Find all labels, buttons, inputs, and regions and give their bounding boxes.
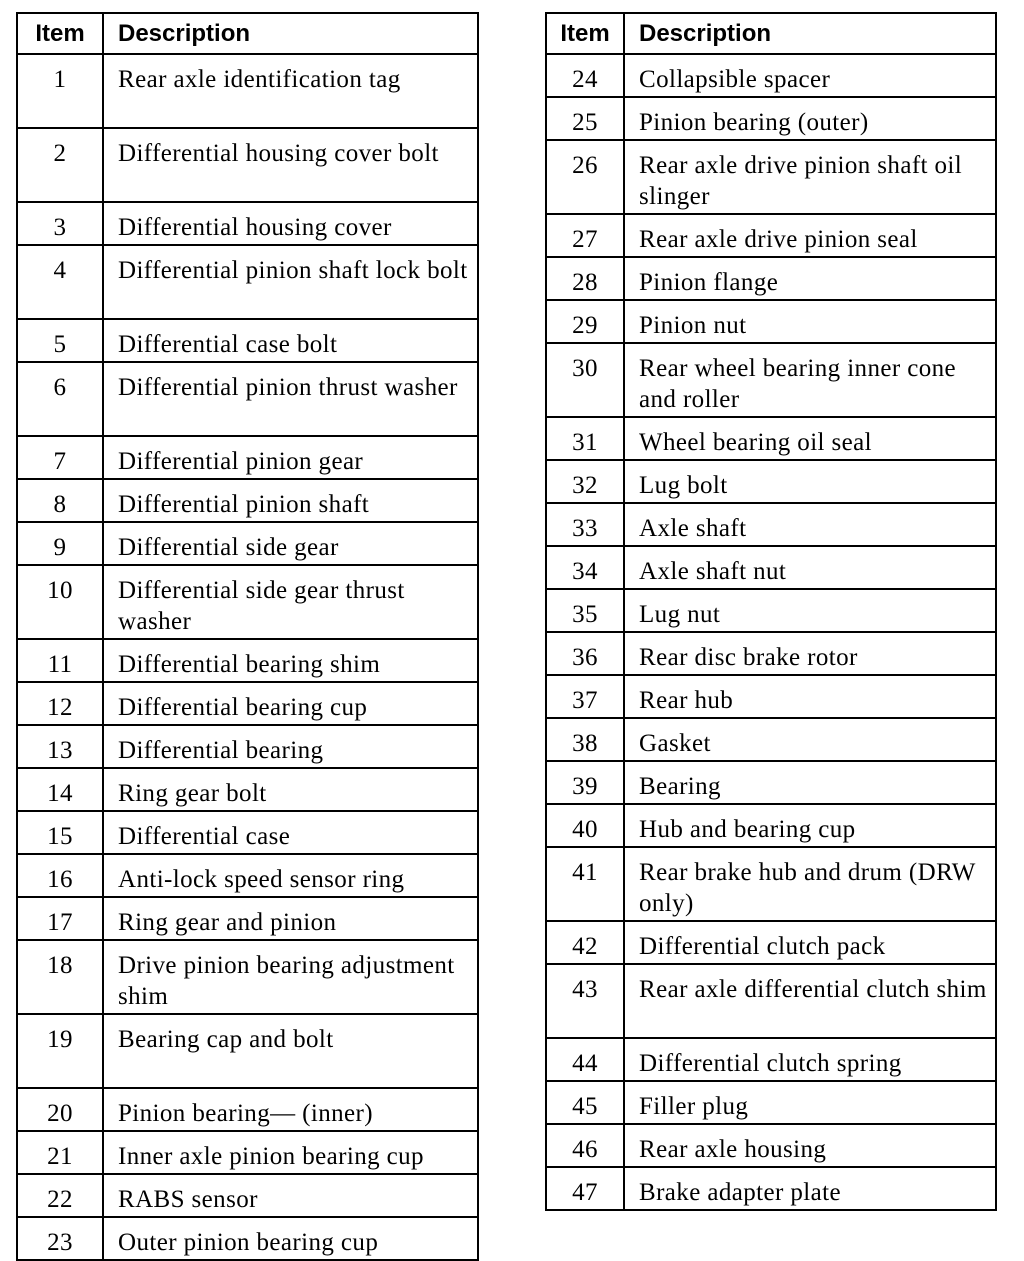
- table-row: [546, 675, 996, 718]
- table-row: [17, 1131, 478, 1174]
- table-row: [546, 503, 996, 546]
- item-number: 34: [546, 546, 624, 589]
- table-row: [17, 362, 478, 436]
- table-row: [546, 632, 996, 675]
- item-description: Wheel bearing oil seal: [624, 417, 996, 460]
- table-row: [17, 940, 478, 1014]
- item-number: 37: [546, 675, 624, 718]
- item-description: Differential side gear: [103, 522, 478, 565]
- table-row: [17, 1217, 478, 1260]
- item-description: Collapsible spacer: [624, 54, 996, 97]
- item-number: 23: [17, 1217, 103, 1260]
- table-row: [17, 54, 478, 128]
- parts-table-left: [16, 12, 479, 1261]
- item-number: 11: [17, 639, 103, 682]
- table-row: [17, 522, 478, 565]
- item-number: 27: [546, 214, 624, 257]
- item-description: Rear wheel bearing inner cone and roller: [624, 343, 996, 417]
- item-description: Differential bearing: [103, 725, 478, 768]
- table-row: [546, 546, 996, 589]
- table-row: [546, 343, 996, 417]
- item-number: 44: [546, 1038, 624, 1081]
- table-row: [546, 300, 996, 343]
- item-description: Differential clutch spring: [624, 1038, 996, 1081]
- table-row: [546, 54, 996, 97]
- table-row: [546, 417, 996, 460]
- table-row: [17, 1014, 478, 1088]
- header-description: Description: [624, 13, 996, 54]
- table-row: [17, 682, 478, 725]
- item-description: Pinion flange: [624, 257, 996, 300]
- item-number: 4: [17, 245, 103, 319]
- item-description: Differential pinion gear: [103, 436, 478, 479]
- item-description: Differential pinion shaft: [103, 479, 478, 522]
- item-description: Axle shaft nut: [624, 546, 996, 589]
- item-number: 8: [17, 479, 103, 522]
- table-row: [546, 761, 996, 804]
- table-row: [17, 639, 478, 682]
- item-number: 26: [546, 140, 624, 214]
- item-description: Outer pinion bearing cup: [103, 1217, 478, 1260]
- item-number: 2: [17, 128, 103, 202]
- table-header-row: [17, 13, 478, 54]
- table-row: [546, 718, 996, 761]
- table-row: [546, 97, 996, 140]
- item-description: Differential case bolt: [103, 319, 478, 362]
- table-row: [546, 964, 996, 1038]
- item-number: 13: [17, 725, 103, 768]
- table-row: [17, 436, 478, 479]
- header-item: Item: [17, 13, 103, 54]
- item-number: 42: [546, 921, 624, 964]
- table-row: [17, 768, 478, 811]
- table-row: [17, 1174, 478, 1217]
- item-description: Ring gear and pinion: [103, 897, 478, 940]
- item-description: RABS sensor: [103, 1174, 478, 1217]
- item-number: 32: [546, 460, 624, 503]
- item-number: 12: [17, 682, 103, 725]
- table-header-row: [546, 13, 996, 54]
- item-number: 25: [546, 97, 624, 140]
- table-row: [546, 140, 996, 214]
- header-description: Description: [103, 13, 478, 54]
- item-description: Differential bearing shim: [103, 639, 478, 682]
- item-number: 19: [17, 1014, 103, 1088]
- item-number: 47: [546, 1167, 624, 1210]
- item-description: Differential bearing cup: [103, 682, 478, 725]
- item-number: 45: [546, 1081, 624, 1124]
- table-row: [17, 128, 478, 202]
- table-row: [546, 1081, 996, 1124]
- item-number: 21: [17, 1131, 103, 1174]
- table-row: [546, 847, 996, 921]
- item-number: 9: [17, 522, 103, 565]
- item-number: 38: [546, 718, 624, 761]
- table-row: [546, 804, 996, 847]
- item-description: Pinion bearing (outer): [624, 97, 996, 140]
- table-row: [546, 257, 996, 300]
- table-row: [546, 589, 996, 632]
- item-description: Brake adapter plate: [624, 1167, 996, 1210]
- item-description: Rear axle identification tag: [103, 54, 478, 128]
- item-description: Rear brake hub and drum (DRW only): [624, 847, 996, 921]
- item-description: Lug bolt: [624, 460, 996, 503]
- item-description: Anti-lock speed sensor ring: [103, 854, 478, 897]
- item-number: 14: [17, 768, 103, 811]
- item-number: 36: [546, 632, 624, 675]
- item-description: Lug nut: [624, 589, 996, 632]
- item-number: 39: [546, 761, 624, 804]
- item-description: Filler plug: [624, 1081, 996, 1124]
- item-number: 6: [17, 362, 103, 436]
- item-number: 24: [546, 54, 624, 97]
- item-number: 28: [546, 257, 624, 300]
- item-number: 10: [17, 565, 103, 639]
- item-description: Differential side gear thrust washer: [103, 565, 478, 639]
- item-description: Inner axle pinion bearing cup: [103, 1131, 478, 1174]
- table-row: [17, 1088, 478, 1131]
- item-number: 17: [17, 897, 103, 940]
- table-row: [546, 1167, 996, 1210]
- item-description: Ring gear bolt: [103, 768, 478, 811]
- item-description: Bearing cap and bolt: [103, 1014, 478, 1088]
- item-description: Rear axle housing: [624, 1124, 996, 1167]
- item-description: Differential housing cover: [103, 202, 478, 245]
- item-number: 20: [17, 1088, 103, 1131]
- item-description: Differential pinion shaft lock bolt: [103, 245, 478, 319]
- parts-table-right-body: [546, 54, 996, 1210]
- item-description: Differential case: [103, 811, 478, 854]
- table-row: [546, 214, 996, 257]
- item-description: Pinion nut: [624, 300, 996, 343]
- item-number: 46: [546, 1124, 624, 1167]
- item-number: 43: [546, 964, 624, 1038]
- parts-table-left-body: [17, 54, 478, 1260]
- item-number: 18: [17, 940, 103, 1014]
- item-description: Differential housing cover bolt: [103, 128, 478, 202]
- item-number: 3: [17, 202, 103, 245]
- item-number: 1: [17, 54, 103, 128]
- item-number: 16: [17, 854, 103, 897]
- table-row: [17, 725, 478, 768]
- item-description: Differential pinion thrust washer: [103, 362, 478, 436]
- table-row: [546, 460, 996, 503]
- item-number: 7: [17, 436, 103, 479]
- table-row: [546, 921, 996, 964]
- item-description: Rear disc brake rotor: [624, 632, 996, 675]
- item-description: Gasket: [624, 718, 996, 761]
- item-number: 33: [546, 503, 624, 546]
- table-row: [546, 1038, 996, 1081]
- table-row: [17, 319, 478, 362]
- table-row: [17, 245, 478, 319]
- table-row: [17, 565, 478, 639]
- item-description: Hub and bearing cup: [624, 804, 996, 847]
- table-row: [546, 1124, 996, 1167]
- table-row: [17, 202, 478, 245]
- item-description: Axle shaft: [624, 503, 996, 546]
- item-number: 30: [546, 343, 624, 417]
- item-number: 22: [17, 1174, 103, 1217]
- item-description: Differential clutch pack: [624, 921, 996, 964]
- item-number: 41: [546, 847, 624, 921]
- item-description: Drive pinion bearing adjustment shim: [103, 940, 478, 1014]
- item-description: Bearing: [624, 761, 996, 804]
- item-description: Rear axle differential clutch shim: [624, 964, 996, 1038]
- table-row: [17, 897, 478, 940]
- item-number: 15: [17, 811, 103, 854]
- item-number: 35: [546, 589, 624, 632]
- header-item: Item: [546, 13, 624, 54]
- item-number: 31: [546, 417, 624, 460]
- item-description: Rear axle drive pinion shaft oil slinger: [624, 140, 996, 214]
- item-number: 29: [546, 300, 624, 343]
- item-number: 5: [17, 319, 103, 362]
- item-description: Rear hub: [624, 675, 996, 718]
- parts-table-right: [545, 12, 997, 1211]
- item-description: Rear axle drive pinion seal: [624, 214, 996, 257]
- item-description: Pinion bearing— (inner): [103, 1088, 478, 1131]
- table-row: [17, 854, 478, 897]
- table-row: [17, 479, 478, 522]
- table-row: [17, 811, 478, 854]
- item-number: 40: [546, 804, 624, 847]
